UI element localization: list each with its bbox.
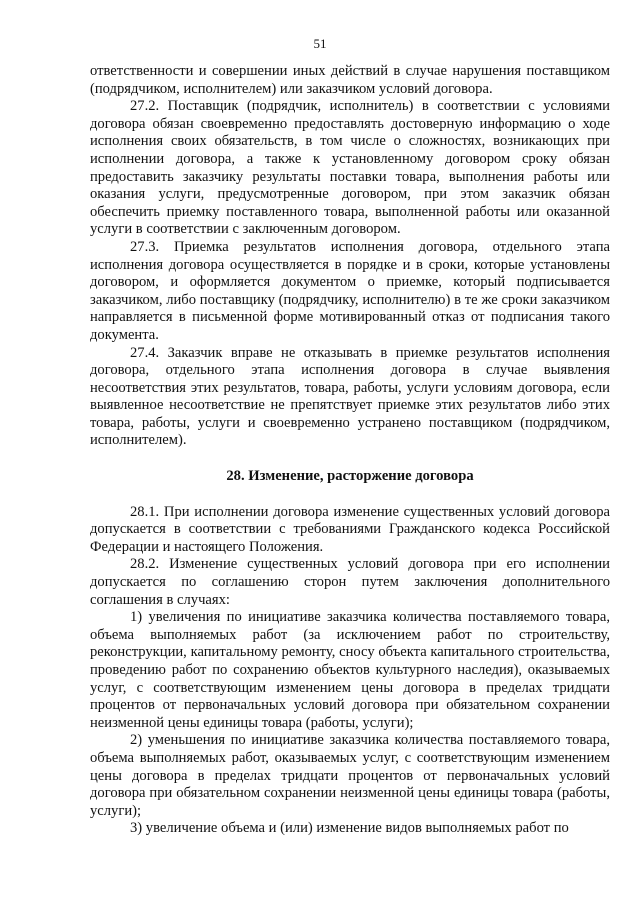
section-heading: 28. Изменение, расторжение договора xyxy=(226,468,474,485)
list-item-1: 1) увеличения по инициативе заказчика количества поставляемого товара, объема выполняемых работ (за исключением работ по строительству, реконструкции, капитальному ремонту, сносу объекта капитального строительства, проведению работ по сохранению объектов культурного наследия), оказываемых услуг, с соответствующим изменением цены договора в пределах тридцати процентов от первоначальных условий договора при обязательном сохранении неизменной цены единицы товара (работы, услуги); xyxy=(90,609,610,731)
paragraph-28-2: 28.2. Изменение существенных условий договора при его исполнении допускается по соглашению сторон путем заключения дополнительного соглашения в случаях: xyxy=(90,556,610,608)
document-body xyxy=(90,63,610,838)
paragraph-continuation: ответственности и совершении иных действий в случае нарушения поставщиком (подрядчиком, исполнителем) или заказчиком условий договора. xyxy=(90,63,610,97)
paragraph-27-4: 27.4. Заказчик вправе не отказывать в приемке результатов исполнения договора, отдельного этапа исполнения договора в случае выявления несоответствия этих результатов, товара, работы, услуги условиям договора, если выявленное несоответствие не препятствует приемке этих результатов либо этих товара, работы, услуги и своевременно устранено поставщиком (подрядчиком, исполнителем). xyxy=(90,344,610,449)
paragraph-28-1: 28.1. При исполнении договора изменение существенных условий договора допускается в соответствии с требованиями Гражданского кодекса Российской Федерации и настоящего Положения. xyxy=(90,503,610,555)
page-number: 51 xyxy=(313,36,327,51)
list-item-2: 2) уменьшения по инициативе заказчика количества поставляемого товара, объема выполняемых работ, оказываемых услуг, с соответствующим изменением цены договора в пределах тридцати процентов от первоначальных условий договора при обязательном сохранении неизменной цены единицы товара (работы, услуги); xyxy=(90,732,610,819)
paragraph-27-2: 27.2. Поставщик (подрядчик, исполнитель) в соответствии с условиями договора обязан своевременно предоставлять достоверную информацию о ходе исполнения своих обязательств, в том числе о сложностях, возникающих при исполнении договора, а также к установленному договором сроку обязан предоставить заказчику результаты поставки товара, выполнения работы или оказания услуги, предусмотренные договором, при этом заказчик обязан обеспечить приемку поставленного товара, выполненной работы или оказанной услуги в соответствии с заключенным договором. xyxy=(90,98,610,238)
list-item-3: 3) увеличение объема и (или) изменение видов выполняемых работ по xyxy=(130,820,569,837)
paragraph-27-3: 27.3. Приемка результатов исполнения договора, отдельного этапа исполнения договора осуществляется в порядке и в сроки, которые установлены договором, и оформляется документом о приемке, который подписывается заказчиком, либо поставщику (подрядчику, исполнителю) в те же сроки заказчиком направляется в письменной форме мотивированный отказ от подписания такого документа. xyxy=(90,238,610,343)
